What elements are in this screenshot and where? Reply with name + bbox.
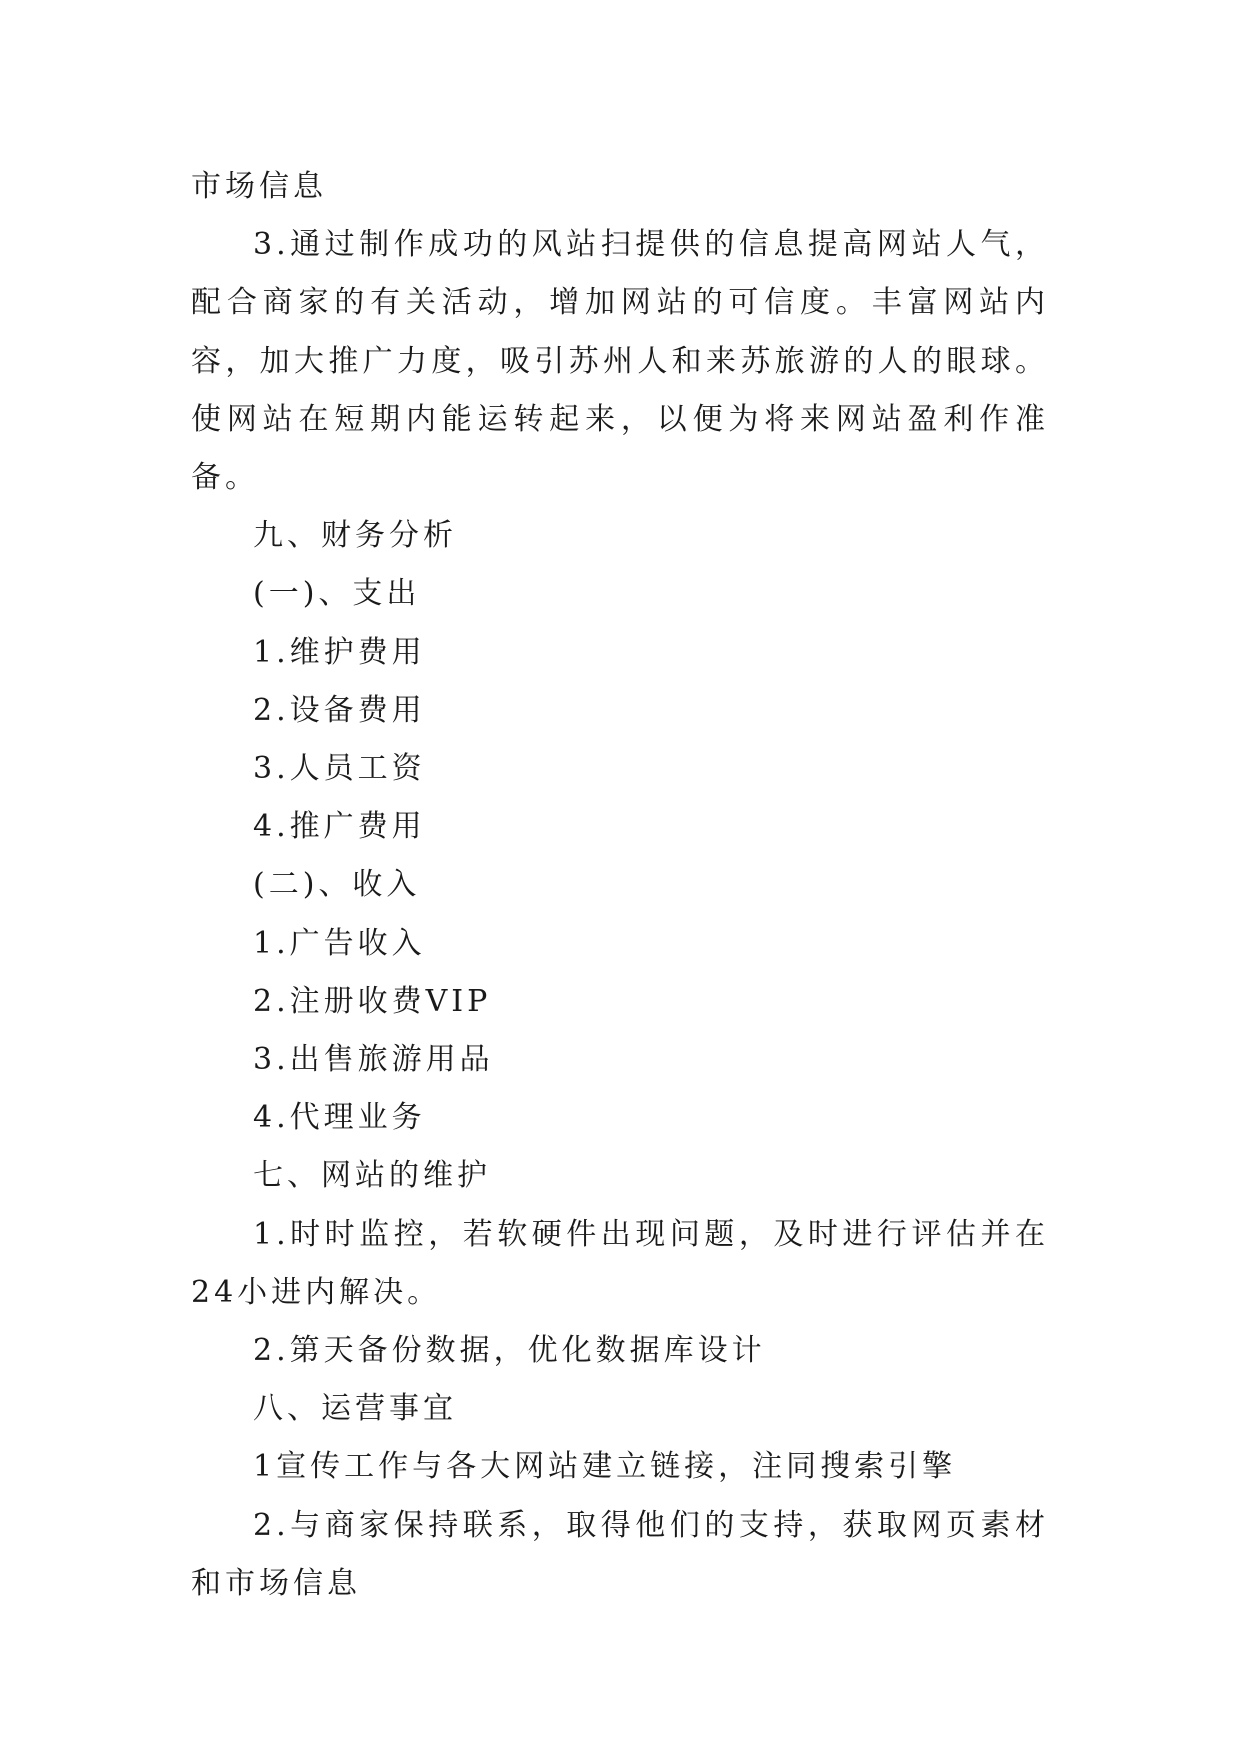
list-item: 1.广告收入 [253, 925, 426, 961]
list-item: 4.推广费用 [253, 809, 426, 845]
section-heading: 九、财务分析 [253, 518, 457, 554]
paragraph: 3.通过制作成功的风站扫提供的信息提高网站人气，配合商家的有关活动，增加网站的可信度。丰富网站内容，加大推广力度，吸引苏州人和来苏旅游的人的眼球。使网站在短期内能运转起来，以便为将来网站盈利作准备。 [191, 227, 1049, 496]
paragraph: 1.时时监控，若软硬件出现问题，及时进行评估并在24小进内解决。 [191, 1216, 1049, 1310]
paragraph: 2.与商家保持联系，取得他们的支持，获取网页素材和市场信息 [191, 1507, 1049, 1601]
section-heading: 八、运营事宜 [253, 1391, 457, 1427]
subsection-heading: (一)、支出 [253, 576, 421, 612]
list-item: 2.注册收费VIP [253, 983, 492, 1019]
list-item: 3.人员工资 [253, 751, 426, 787]
paragraph: 市场信息 [191, 169, 327, 204]
list-item: 3.出售旅游用品 [253, 1042, 494, 1078]
section-heading: 七、网站的维护 [253, 1158, 491, 1194]
subsection-heading: (二)、收入 [253, 867, 421, 903]
paragraph: 1宣传工作与各大网站建立链接，注同搜索引擎 [253, 1449, 957, 1485]
list-item: 4.代理业务 [253, 1100, 426, 1136]
list-item: 2.设备费用 [253, 692, 426, 728]
document-body [191, 158, 1049, 1613]
paragraph: 2.第天备份数据，优化数据库设计 [253, 1333, 766, 1369]
list-item: 1.维护费用 [253, 634, 426, 670]
